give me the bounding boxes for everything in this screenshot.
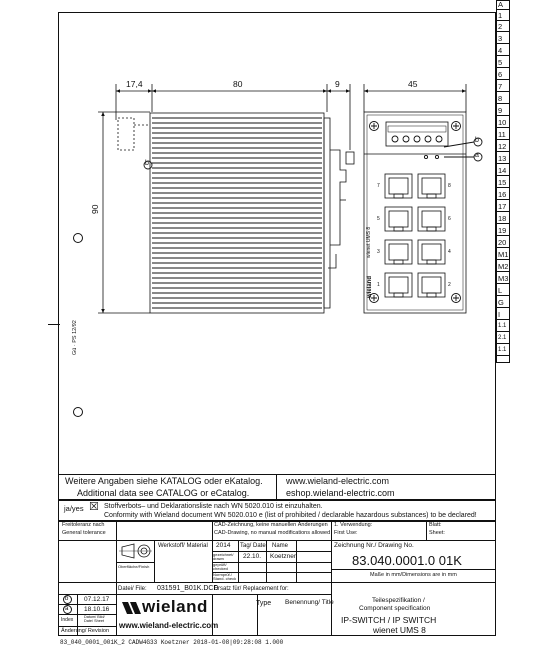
tb-line [116,521,117,636]
row-label: L [496,285,510,296]
callout-b-side-label: b [145,160,149,167]
port-label: 1 [377,282,380,288]
port-label: 8 [448,183,451,189]
cad-note-en: CAD-Drawing, no manual modifications allowed [214,530,331,536]
row-label: 12 [496,141,510,152]
tolerance-en: General tolerance [62,530,106,536]
row-label: 11 [496,129,510,140]
row-label: G [496,297,510,308]
substances-checkbox[interactable]: ☒ [89,501,99,513]
finish-label: Oberfläche/Finish [118,564,150,569]
revision-a-date: 18.10.16 [84,606,110,613]
tb-line [331,521,332,636]
drawing-number-label: Zeichnung Nr./ Drawing No. [334,542,414,549]
material-label: Werkstoff/ Material [158,543,208,549]
website-link[interactable]: www.wieland-electric.com [286,476,390,486]
wieland-logo: wieland [142,597,208,616]
notice-line-en: Additional data see CATALOG or eCatalog. [77,488,250,498]
standard-check-label: Normprüf./ Stand. check [213,572,237,581]
tb-line [58,582,496,583]
dimension-width-flange: 17,4 [126,79,143,89]
index-label: Index [61,617,74,623]
title-en: Component specification [359,605,431,612]
row-label: 16 [496,189,510,200]
sheet-en: Sheet: [429,530,445,536]
date-header: Tag/ Date [240,543,266,549]
name-header: Name [272,543,289,549]
tb-line [212,521,213,540]
title-de: Teilespezifikation / [372,597,425,604]
product-name: wienet UMS 8 [373,625,426,635]
row-label: I [496,309,510,320]
tb-line [238,540,239,582]
drawn-label: gezeichnet/ drawn [213,552,234,561]
row-label: 7 [496,81,510,92]
tb-line [212,594,213,636]
dimension-clip: 9 [335,79,340,89]
row-label: M3 [498,274,509,283]
title-label: Benennung/ Title [285,599,334,606]
checked-label: geprüft/ checked [213,562,228,571]
footer-meta: 83_040_0001_001K_2 CADW4G33 Koetzner 2018-01-08|09:28:08 1.000 [60,639,284,646]
year: 2014 [216,542,231,549]
callout-b-front-label: b [475,137,479,144]
first-use-en: First Use: [334,530,358,536]
row-label: 14 [496,165,510,176]
row-label: 3 [496,33,510,44]
port-label: 3 [377,249,380,255]
revision-b-date: 07.12.17 [84,596,110,603]
row-label: 6 [496,69,510,80]
revision-b-letter: b [65,596,69,602]
row-label: 18 [496,213,510,224]
row-label: 15 [496,177,510,188]
file-name: 031591_B01K.DCD [157,585,219,592]
sheet-de: Blatt: [429,522,442,528]
tb-line [296,540,297,582]
row-label: 1.1 [496,321,510,332]
row-label: 13 [496,153,510,164]
tb-line [58,594,332,595]
row-label: 1.1 [496,345,510,356]
row-label: 4 [496,45,510,56]
row-label: 10 [496,117,510,128]
row-label: 5 [496,57,510,68]
rj45-ports [385,174,445,297]
notice-divider [276,474,277,500]
row-label: 19 [496,225,510,236]
type-label: Type [256,600,272,607]
notice-line-de: Weitere Angaben siehe KATALOG oder eKatalog. [65,476,263,486]
file-label: Datei/ File: [118,586,147,592]
row-label: 20 [496,237,510,248]
port-label: 6 [448,216,451,222]
substances-line-de: Stoffverbots– und Deklarationsliste nach WN 5020.010 ist einzuhalten. [104,503,323,510]
drawn-name: Koetzner [270,553,297,560]
side-note: Gü · PS 12/92 [72,320,78,355]
row-label: 2 [496,21,510,32]
product-line: IP-SWITCH / IP SWITCH [341,615,437,625]
dimension-height: 90 [90,204,100,214]
drawing-number: 83.040.0001.0 01K [352,553,462,568]
port-label: 5 [377,216,380,222]
row-label: 2.1 [496,333,510,344]
port-label: 7 [377,183,380,189]
wieland-logo-mark-icon [120,600,144,618]
front-model: wienet UMS 8 [366,226,372,258]
tb-line [266,540,267,582]
substances-line-en: Conformity with Wieland document WN 5020.010 e (list of prohibited / declarable hazardous substances) to be declared! [104,512,477,519]
revision-a-letter: a [65,606,69,612]
port-label: 2 [448,282,451,288]
tb-line [58,626,116,627]
row-label: A [496,0,510,10]
substances-yes: ja/yes [64,504,84,513]
row-label: M1 [498,250,509,259]
drawn-date: 22.10. [243,553,262,560]
dimensions-note: Maße in mm/Dimensions are in mm [370,572,457,578]
first-use-de: 1. Verwendung: [334,522,373,528]
tb-line [331,569,496,570]
row-label: 17 [496,201,510,212]
revision-label: Änderung/ Revision [61,628,110,634]
date-sheet-label: Datum/ Bild/ Date/ Sheet [84,615,105,623]
front-brand: wieland [367,275,373,298]
dimension-width: 45 [408,79,418,89]
row-label: 8 [496,93,510,104]
cad-note-de: CAD-Zeichnung, keine manuellen Änderungen [214,522,328,528]
logo-url: www.wieland-electric.com [119,621,219,630]
tolerance-de: Freitoleranz nach [62,522,105,528]
port-label: 4 [448,249,451,255]
row-label: 9 [496,105,510,116]
projection-symbol-icon [118,541,158,563]
replacement-label: Ersatz für/ Replacement for: [214,586,289,592]
row-label: 1 [496,10,510,21]
row-label: M2 [498,262,509,271]
dimension-depth: 80 [233,79,243,89]
tb-line [426,521,427,540]
side-view-ribs [152,118,322,308]
callout-a-front-label: a [475,152,479,159]
eshop-link[interactable]: eshop.wieland-electric.com [286,488,395,498]
